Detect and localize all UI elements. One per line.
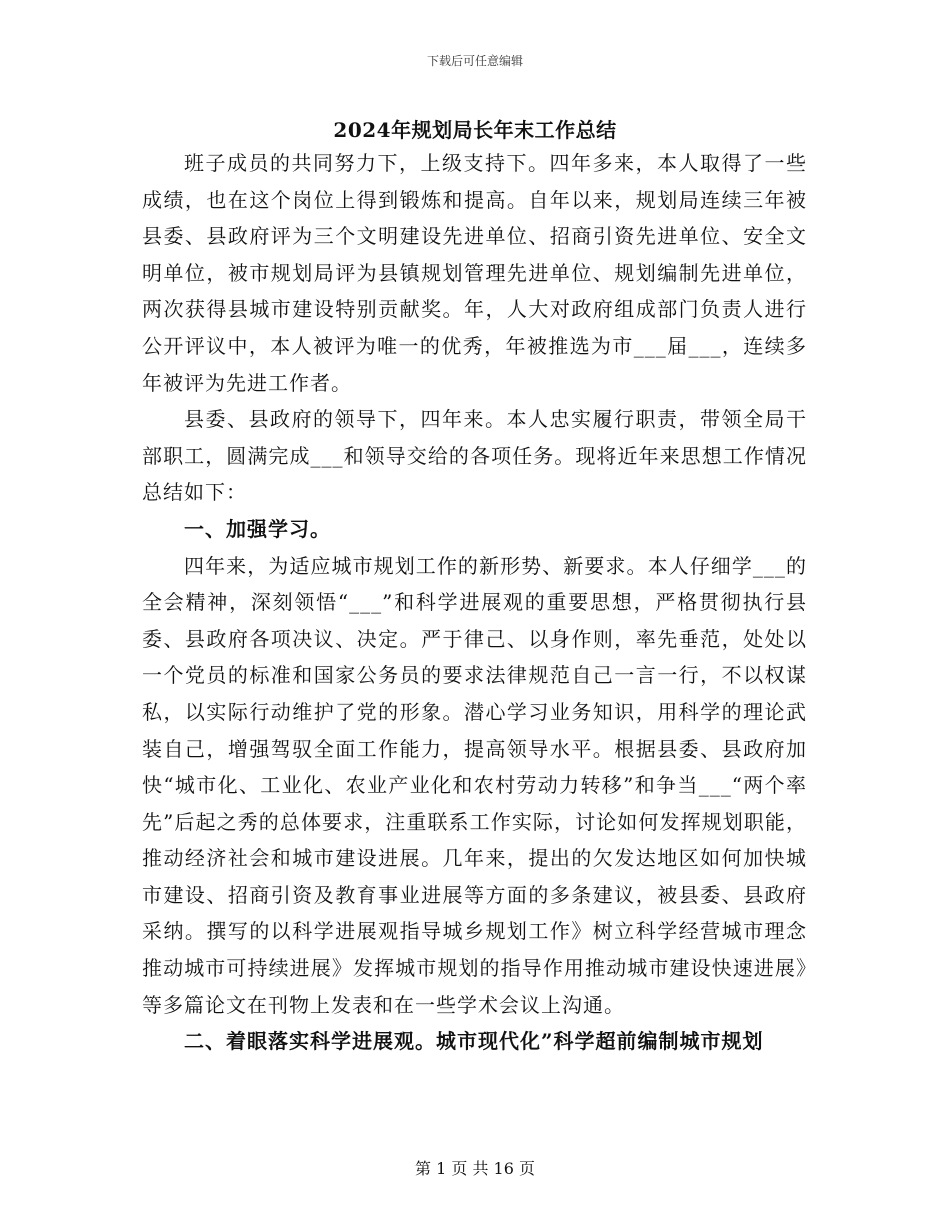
document-title: 2024年规划局长年末工作总结 <box>333 118 617 142</box>
section-heading-2: 二、着眼落实科学进展观。城市现代化”科学超前编制城市规划 <box>184 1029 764 1054</box>
paragraph-summary: 县委、县政府的领导下，四年来。本人忠实履行职责，带领全局干部职工，圆满完成___和领导交给的各项任务。现将近年来思想工作情况总结如下： <box>142 407 807 505</box>
section-heading-1: 一、加强学习。 <box>184 516 331 541</box>
page-number-footer: 第 1 页 共 16 页 <box>415 1159 535 1178</box>
document-body <box>142 145 807 1060</box>
paragraph-learning: 四年来，为适应城市规划工作的新形势、新要求。本人仔细学___的全会精神，深刻领悟“___”和科学进展观的重要思想，严格贯彻执行县委、县政府各项决议、决定。严于律己、以身作则，率先垂范，处处以一个党员的标准和国家公务员的要求法律规范自己一言一行，不以权谋私，以实际行动维护了党的形象。潜心学习业务知识，用科学的理论武装自己，增强驾驭全面工作能力，提高领导水平。根据县委、县政府加快“城市化、工业化、农业产业化和农村劳动力转移”和争当___“两个率先”后起之秀的总体要求，注重联系工作实际，讨论如何发挥规划职能，推动经济社会和城市建设进展。几年来，提出的欠发达地区如何加快城市建设、招商引资及教育事业进展等方面的多条建议，被县委、县政府采纳。撰写的以科学进展观指导城乡规划工作》树立科学经营城市理念推动城市可持续进展》发挥城市规划的指导作用推动城市建设快速进展》等多篇论文在刊物上发表和在一些学术会议上沟通。 <box>142 553 807 1017</box>
page-header-note: 下载后可任意编辑 <box>426 54 523 68</box>
paragraph-intro: 班子成员的共同努力下，上级支持下。四年多来，本人取得了一些成绩，也在这个岗位上得到锻炼和提高。自年以来，规划局连续三年被县委、县政府评为三个文明建设先进单位、招商引资先进单位、安全文明单位，被市规划局评为县镇规划管理先进单位、规划编制先进单位，两次获得县城市建设特别贡献奖。年，人大对政府组成部门负责人进行公开评议中，本人被评为唯一的优秀，年被推选为市___届___，连续多年被评为先进工作者。 <box>142 151 807 395</box>
